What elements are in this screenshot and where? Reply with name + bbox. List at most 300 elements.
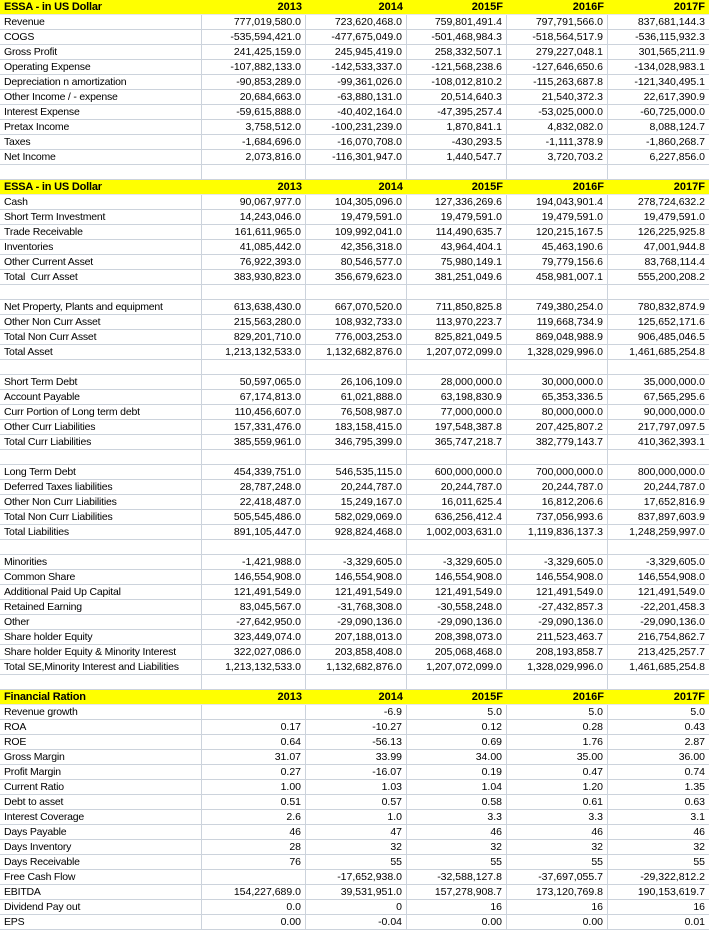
row-label[interactable]: Days Receivable	[0, 855, 202, 870]
value-cell[interactable]	[507, 285, 608, 300]
value-cell[interactable]: -32,588,127.8	[407, 870, 507, 885]
value-cell[interactable]: 776,003,253.0	[306, 330, 407, 345]
row-label[interactable]: Interest Expense	[0, 105, 202, 120]
value-cell[interactable]: -63,880,131.0	[306, 90, 407, 105]
value-cell[interactable]: 35.00	[507, 750, 608, 765]
value-cell[interactable]: -108,012,810.2	[407, 75, 507, 90]
value-cell[interactable]: 213,425,257.7	[608, 645, 709, 660]
value-cell[interactable]: 1,248,259,997.0	[608, 525, 709, 540]
value-cell[interactable]: 346,795,399.0	[306, 435, 407, 450]
value-cell[interactable]: 278,724,632.2	[608, 195, 709, 210]
value-cell[interactable]: 55	[306, 855, 407, 870]
value-cell[interactable]: 279,227,048.1	[507, 45, 608, 60]
row-label[interactable]: Net Income	[0, 150, 202, 165]
value-cell[interactable]: 121,491,549.0	[608, 585, 709, 600]
value-cell[interactable]: 667,070,520.0	[306, 300, 407, 315]
value-cell[interactable]	[407, 540, 507, 555]
value-cell[interactable]: 41,085,442.0	[202, 240, 306, 255]
value-cell[interactable]: -27,432,857.3	[507, 600, 608, 615]
row-label[interactable]: Net Property, Plants and equipment	[0, 300, 202, 315]
value-cell[interactable]: 505,545,486.0	[202, 510, 306, 525]
value-cell[interactable]: 0.27	[202, 765, 306, 780]
value-cell[interactable]: 906,485,046.5	[608, 330, 709, 345]
value-cell[interactable]: 32	[608, 840, 709, 855]
column-header-2016f[interactable]: 2016F	[507, 180, 608, 195]
value-cell[interactable]	[608, 360, 709, 375]
value-cell[interactable]: -3,329,605.0	[507, 555, 608, 570]
section-title[interactable]: ESSA - in US Dollar	[0, 180, 202, 195]
value-cell[interactable]: 1,461,685,254.8	[608, 345, 709, 360]
value-cell[interactable]: 55	[407, 855, 507, 870]
value-cell[interactable]	[306, 360, 407, 375]
value-cell[interactable]: 0.43	[608, 720, 709, 735]
value-cell[interactable]: -53,025,000.0	[507, 105, 608, 120]
value-cell[interactable]: 6,227,856.0	[608, 150, 709, 165]
value-cell[interactable]: 777,019,580.0	[202, 15, 306, 30]
row-label[interactable]: Minorities	[0, 555, 202, 570]
value-cell[interactable]: 55	[507, 855, 608, 870]
value-cell[interactable]: -116,301,947.0	[306, 150, 407, 165]
value-cell[interactable]: 190,153,619.7	[608, 885, 709, 900]
row-label[interactable]: Profit Margin	[0, 765, 202, 780]
row-label[interactable]: Total Non Curr Liabilities	[0, 510, 202, 525]
column-header-2013[interactable]: 2013	[202, 0, 306, 15]
value-cell[interactable]	[608, 540, 709, 555]
row-label[interactable]: Retained Earning	[0, 600, 202, 615]
value-cell[interactable]: 5.0	[407, 705, 507, 720]
row-label[interactable]: Total Asset	[0, 345, 202, 360]
value-cell[interactable]: 16	[407, 900, 507, 915]
value-cell[interactable]	[507, 540, 608, 555]
value-cell[interactable]: 16	[608, 900, 709, 915]
value-cell[interactable]	[407, 360, 507, 375]
value-cell[interactable]: 1,213,132,533.0	[202, 345, 306, 360]
value-cell[interactable]: -29,322,812.2	[608, 870, 709, 885]
row-label[interactable]: Other Curr Liabilities	[0, 420, 202, 435]
row-label[interactable]: Inventories	[0, 240, 202, 255]
value-cell[interactable]: 26,106,109.0	[306, 375, 407, 390]
value-cell[interactable]: -518,564,517.9	[507, 30, 608, 45]
value-cell[interactable]: -29,090,136.0	[507, 615, 608, 630]
value-cell[interactable]: 382,779,143.7	[507, 435, 608, 450]
row-label[interactable]: Current Ratio	[0, 780, 202, 795]
row-label[interactable]: Long Term Debt	[0, 465, 202, 480]
value-cell[interactable]: 0.57	[306, 795, 407, 810]
value-cell[interactable]	[507, 165, 608, 180]
value-cell[interactable]: 46	[507, 825, 608, 840]
value-cell[interactable]: -3,329,605.0	[608, 555, 709, 570]
value-cell[interactable]: -1,860,268.7	[608, 135, 709, 150]
value-cell[interactable]: 55	[608, 855, 709, 870]
value-cell[interactable]: 410,362,393.1	[608, 435, 709, 450]
value-cell[interactable]: 928,824,468.0	[306, 525, 407, 540]
value-cell[interactable]: -501,468,984.3	[407, 30, 507, 45]
value-cell[interactable]: 546,535,115.0	[306, 465, 407, 480]
row-label[interactable]: Deferred Taxes liabilities	[0, 480, 202, 495]
value-cell[interactable]	[202, 360, 306, 375]
row-label[interactable]	[0, 165, 202, 180]
column-header-2014[interactable]: 2014	[306, 690, 407, 705]
row-label[interactable]: Total Non Curr Asset	[0, 330, 202, 345]
value-cell[interactable]: 0.17	[202, 720, 306, 735]
value-cell[interactable]	[407, 165, 507, 180]
value-cell[interactable]: 108,932,733.0	[306, 315, 407, 330]
column-header-2017f[interactable]: 2017F	[608, 0, 709, 15]
row-label[interactable]: EBITDA	[0, 885, 202, 900]
value-cell[interactable]: 0.00	[202, 915, 306, 930]
value-cell[interactable]: 217,797,097.5	[608, 420, 709, 435]
value-cell[interactable]: 20,684,663.0	[202, 90, 306, 105]
value-cell[interactable]: -1,421,988.0	[202, 555, 306, 570]
value-cell[interactable]	[202, 705, 306, 720]
value-cell[interactable]: 780,832,874.9	[608, 300, 709, 315]
row-label[interactable]: Other Current Asset	[0, 255, 202, 270]
value-cell[interactable]: 46	[608, 825, 709, 840]
value-cell[interactable]: 154,227,689.0	[202, 885, 306, 900]
value-cell[interactable]: 28,000,000.0	[407, 375, 507, 390]
value-cell[interactable]: 146,554,908.0	[608, 570, 709, 585]
value-cell[interactable]: 322,027,086.0	[202, 645, 306, 660]
value-cell[interactable]: 194,043,901.4	[507, 195, 608, 210]
value-cell[interactable]: 383,930,823.0	[202, 270, 306, 285]
value-cell[interactable]: 1.0	[306, 810, 407, 825]
value-cell[interactable]: 4,832,082.0	[507, 120, 608, 135]
value-cell[interactable]: 20,244,787.0	[507, 480, 608, 495]
value-cell[interactable]: 126,225,925.8	[608, 225, 709, 240]
value-cell[interactable]: 245,945,419.0	[306, 45, 407, 60]
value-cell[interactable]: 1,132,682,876.0	[306, 660, 407, 675]
value-cell[interactable]: 32	[507, 840, 608, 855]
value-cell[interactable]: 205,068,468.0	[407, 645, 507, 660]
value-cell[interactable]: 35,000,000.0	[608, 375, 709, 390]
value-cell[interactable]: 600,000,000.0	[407, 465, 507, 480]
row-label[interactable]: Interest Coverage	[0, 810, 202, 825]
row-label[interactable]: Taxes	[0, 135, 202, 150]
value-cell[interactable]: 258,332,507.1	[407, 45, 507, 60]
value-cell[interactable]: 0.74	[608, 765, 709, 780]
value-cell[interactable]: 121,491,549.0	[202, 585, 306, 600]
value-cell[interactable]: 67,174,813.0	[202, 390, 306, 405]
value-cell[interactable]: -430,293.5	[407, 135, 507, 150]
value-cell[interactable]	[202, 285, 306, 300]
value-cell[interactable]: 114,490,635.7	[407, 225, 507, 240]
value-cell[interactable]: 454,339,751.0	[202, 465, 306, 480]
value-cell[interactable]: 582,029,069.0	[306, 510, 407, 525]
value-cell[interactable]: -121,568,238.6	[407, 60, 507, 75]
row-label[interactable]: Gross Margin	[0, 750, 202, 765]
row-label[interactable]: Depreciation n amortization	[0, 75, 202, 90]
row-label[interactable]: Total Curr Liabilities	[0, 435, 202, 450]
value-cell[interactable]: -60,725,000.0	[608, 105, 709, 120]
value-cell[interactable]: 0.63	[608, 795, 709, 810]
value-cell[interactable]: 0.51	[202, 795, 306, 810]
value-cell[interactable]: 45,463,190.6	[507, 240, 608, 255]
value-cell[interactable]: 5.0	[507, 705, 608, 720]
row-label[interactable]: Operating Expense	[0, 60, 202, 75]
value-cell[interactable]: 5.0	[608, 705, 709, 720]
value-cell[interactable]: -115,263,687.8	[507, 75, 608, 90]
value-cell[interactable]: 837,897,603.9	[608, 510, 709, 525]
value-cell[interactable]: 241,425,159.0	[202, 45, 306, 60]
value-cell[interactable]: 109,992,041.0	[306, 225, 407, 240]
row-label[interactable]	[0, 450, 202, 465]
value-cell[interactable]: -47,395,257.4	[407, 105, 507, 120]
value-cell[interactable]: -29,090,136.0	[608, 615, 709, 630]
value-cell[interactable]: 76,508,987.0	[306, 405, 407, 420]
value-cell[interactable]: -1,111,378.9	[507, 135, 608, 150]
row-label[interactable]: Trade Receivable	[0, 225, 202, 240]
row-label[interactable]: Pretax Income	[0, 120, 202, 135]
value-cell[interactable]: -3,329,605.0	[407, 555, 507, 570]
value-cell[interactable]: 183,158,415.0	[306, 420, 407, 435]
column-header-2014[interactable]: 2014	[306, 180, 407, 195]
value-cell[interactable]: 65,353,336.5	[507, 390, 608, 405]
row-label[interactable]: Additional Paid Up Capital	[0, 585, 202, 600]
value-cell[interactable]: 365,747,218.7	[407, 435, 507, 450]
value-cell[interactable]: 737,056,993.6	[507, 510, 608, 525]
row-label[interactable]: Total SE,Minority Interest and Liabilities	[0, 660, 202, 675]
value-cell[interactable]: 1.76	[507, 735, 608, 750]
value-cell[interactable]: 0.47	[507, 765, 608, 780]
value-cell[interactable]: 121,491,549.0	[306, 585, 407, 600]
value-cell[interactable]: 2.6	[202, 810, 306, 825]
value-cell[interactable]: -477,675,049.0	[306, 30, 407, 45]
value-cell[interactable]: 83,045,567.0	[202, 600, 306, 615]
value-cell[interactable]: 0	[306, 900, 407, 915]
value-cell[interactable]: 50,597,065.0	[202, 375, 306, 390]
value-cell[interactable]: 46	[202, 825, 306, 840]
value-cell[interactable]: 20,244,787.0	[407, 480, 507, 495]
value-cell[interactable]: 61,021,888.0	[306, 390, 407, 405]
value-cell[interactable]: -6.9	[306, 705, 407, 720]
value-cell[interactable]: 197,548,387.8	[407, 420, 507, 435]
value-cell[interactable]: 119,668,734.9	[507, 315, 608, 330]
column-header-2015f[interactable]: 2015F	[407, 0, 507, 15]
value-cell[interactable]: 157,278,908.7	[407, 885, 507, 900]
value-cell[interactable]: 146,554,908.0	[202, 570, 306, 585]
value-cell[interactable]: 0.00	[407, 915, 507, 930]
value-cell[interactable]: 216,754,862.7	[608, 630, 709, 645]
value-cell[interactable]: 1.03	[306, 780, 407, 795]
value-cell[interactable]: 121,491,549.0	[407, 585, 507, 600]
value-cell[interactable]: 215,563,280.0	[202, 315, 306, 330]
value-cell[interactable]: -27,642,950.0	[202, 615, 306, 630]
value-cell[interactable]: -40,402,164.0	[306, 105, 407, 120]
value-cell[interactable]: 555,200,208.2	[608, 270, 709, 285]
value-cell[interactable]: 723,620,468.0	[306, 15, 407, 30]
value-cell[interactable]: 16,812,206.6	[507, 495, 608, 510]
value-cell[interactable]: 146,554,908.0	[507, 570, 608, 585]
value-cell[interactable]	[608, 675, 709, 690]
value-cell[interactable]: 22,418,487.0	[202, 495, 306, 510]
value-cell[interactable]	[306, 165, 407, 180]
value-cell[interactable]	[202, 165, 306, 180]
value-cell[interactable]: 869,048,988.9	[507, 330, 608, 345]
value-cell[interactable]: 800,000,000.0	[608, 465, 709, 480]
value-cell[interactable]: 1,207,072,099.0	[407, 345, 507, 360]
value-cell[interactable]: -121,340,495.1	[608, 75, 709, 90]
value-cell[interactable]: 1,328,029,996.0	[507, 345, 608, 360]
value-cell[interactable]: -3,329,605.0	[306, 555, 407, 570]
value-cell[interactable]: 208,193,858.7	[507, 645, 608, 660]
value-cell[interactable]: -99,361,026.0	[306, 75, 407, 90]
value-cell[interactable]: 1.35	[608, 780, 709, 795]
value-cell[interactable]: 1,870,841.1	[407, 120, 507, 135]
value-cell[interactable]: 120,215,167.5	[507, 225, 608, 240]
value-cell[interactable]: 79,779,156.6	[507, 255, 608, 270]
value-cell[interactable]: 700,000,000.0	[507, 465, 608, 480]
value-cell[interactable]: -56.13	[306, 735, 407, 750]
value-cell[interactable]: 77,000,000.0	[407, 405, 507, 420]
value-cell[interactable]	[202, 870, 306, 885]
value-cell[interactable]: -16.07	[306, 765, 407, 780]
value-cell[interactable]: 1.04	[407, 780, 507, 795]
row-label[interactable]	[0, 285, 202, 300]
column-header-2017f[interactable]: 2017F	[608, 180, 709, 195]
value-cell[interactable]: 21,540,372.3	[507, 90, 608, 105]
row-label[interactable]: EPS	[0, 915, 202, 930]
value-cell[interactable]: 1,461,685,254.8	[608, 660, 709, 675]
value-cell[interactable]: 39,531,951.0	[306, 885, 407, 900]
value-cell[interactable]: 211,523,463.7	[507, 630, 608, 645]
value-cell[interactable]	[507, 360, 608, 375]
value-cell[interactable]: 356,679,623.0	[306, 270, 407, 285]
value-cell[interactable]: 19,479,591.0	[306, 210, 407, 225]
value-cell[interactable]: 20,244,787.0	[608, 480, 709, 495]
value-cell[interactable]: 16,011,625.4	[407, 495, 507, 510]
value-cell[interactable]: 113,970,223.7	[407, 315, 507, 330]
value-cell[interactable]: 90,067,977.0	[202, 195, 306, 210]
value-cell[interactable]: 0.61	[507, 795, 608, 810]
row-label[interactable]: Debt to asset	[0, 795, 202, 810]
value-cell[interactable]: 636,256,412.4	[407, 510, 507, 525]
value-cell[interactable]: 825,821,049.5	[407, 330, 507, 345]
value-cell[interactable]: -30,558,248.0	[407, 600, 507, 615]
value-cell[interactable]: 32	[407, 840, 507, 855]
value-cell[interactable]: 1,328,029,996.0	[507, 660, 608, 675]
section-title[interactable]: ESSA - in US Dollar	[0, 0, 202, 15]
value-cell[interactable]: 3.1	[608, 810, 709, 825]
row-label[interactable]: Revenue growth	[0, 705, 202, 720]
value-cell[interactable]: -29,090,136.0	[407, 615, 507, 630]
value-cell[interactable]: 63,198,830.9	[407, 390, 507, 405]
value-cell[interactable]: 17,652,816.9	[608, 495, 709, 510]
value-cell[interactable]: 3.3	[407, 810, 507, 825]
value-cell[interactable]: 14,243,046.0	[202, 210, 306, 225]
value-cell[interactable]: 0.01	[608, 915, 709, 930]
value-cell[interactable]: 3.3	[507, 810, 608, 825]
row-label[interactable]: Total Curr Asset	[0, 270, 202, 285]
value-cell[interactable]: 2.87	[608, 735, 709, 750]
value-cell[interactable]: 759,801,491.4	[407, 15, 507, 30]
row-label[interactable]: ROA	[0, 720, 202, 735]
value-cell[interactable]	[202, 675, 306, 690]
value-cell[interactable]: 104,305,096.0	[306, 195, 407, 210]
value-cell[interactable]: 157,331,476.0	[202, 420, 306, 435]
column-header-2017f[interactable]: 2017F	[608, 690, 709, 705]
value-cell[interactable]: -10.27	[306, 720, 407, 735]
value-cell[interactable]: -535,594,421.0	[202, 30, 306, 45]
value-cell[interactable]: 22,617,390.9	[608, 90, 709, 105]
value-cell[interactable]	[608, 285, 709, 300]
value-cell[interactable]: -29,090,136.0	[306, 615, 407, 630]
value-cell[interactable]: 0.58	[407, 795, 507, 810]
value-cell[interactable]: 301,565,211.9	[608, 45, 709, 60]
value-cell[interactable]: 1,119,836,137.3	[507, 525, 608, 540]
value-cell[interactable]: 28	[202, 840, 306, 855]
value-cell[interactable]: -17,652,938.0	[306, 870, 407, 885]
value-cell[interactable]: 0.0	[202, 900, 306, 915]
value-cell[interactable]: 42,356,318.0	[306, 240, 407, 255]
value-cell[interactable]: -31,768,308.0	[306, 600, 407, 615]
value-cell[interactable]: 0.28	[507, 720, 608, 735]
value-cell[interactable]: 33.99	[306, 750, 407, 765]
value-cell[interactable]: 146,554,908.0	[306, 570, 407, 585]
value-cell[interactable]: 121,491,549.0	[507, 585, 608, 600]
value-cell[interactable]: 20,514,640.3	[407, 90, 507, 105]
value-cell[interactable]: 16	[507, 900, 608, 915]
value-cell[interactable]: 36.00	[608, 750, 709, 765]
value-cell[interactable]	[202, 450, 306, 465]
value-cell[interactable]: 613,638,430.0	[202, 300, 306, 315]
row-label[interactable]	[0, 675, 202, 690]
value-cell[interactable]: -22,201,458.3	[608, 600, 709, 615]
value-cell[interactable]: -142,533,337.0	[306, 60, 407, 75]
value-cell[interactable]	[306, 450, 407, 465]
value-cell[interactable]: 19,479,591.0	[407, 210, 507, 225]
value-cell[interactable]: 20,244,787.0	[306, 480, 407, 495]
value-cell[interactable]	[608, 165, 709, 180]
row-label[interactable]: Total Liabilities	[0, 525, 202, 540]
value-cell[interactable]: -127,646,650.6	[507, 60, 608, 75]
value-cell[interactable]: 8,088,124.7	[608, 120, 709, 135]
value-cell[interactable]	[608, 450, 709, 465]
value-cell[interactable]: 47,001,944.8	[608, 240, 709, 255]
value-cell[interactable]: 30,000,000.0	[507, 375, 608, 390]
value-cell[interactable]: 1,440,547.7	[407, 150, 507, 165]
row-label[interactable]: Other Non Curr Asset	[0, 315, 202, 330]
value-cell[interactable]: 43,964,404.1	[407, 240, 507, 255]
row-label[interactable]: Share holder Equity & Minority Interest	[0, 645, 202, 660]
row-label[interactable]: Free Cash Flow	[0, 870, 202, 885]
value-cell[interactable]: 76	[202, 855, 306, 870]
value-cell[interactable]	[306, 285, 407, 300]
value-cell[interactable]: 385,559,961.0	[202, 435, 306, 450]
value-cell[interactable]: 75,980,149.1	[407, 255, 507, 270]
value-cell[interactable]: 46	[407, 825, 507, 840]
value-cell[interactable]: 125,652,171.6	[608, 315, 709, 330]
row-label[interactable]: Other Non Curr Liabilities	[0, 495, 202, 510]
column-header-2016f[interactable]: 2016F	[507, 0, 608, 15]
value-cell[interactable]: 76,922,393.0	[202, 255, 306, 270]
value-cell[interactable]: -107,882,133.0	[202, 60, 306, 75]
value-cell[interactable]: -0.04	[306, 915, 407, 930]
row-label[interactable]: Dividend Pay out	[0, 900, 202, 915]
row-label[interactable]: Gross Profit	[0, 45, 202, 60]
value-cell[interactable]: 749,380,254.0	[507, 300, 608, 315]
value-cell[interactable]	[306, 540, 407, 555]
value-cell[interactable]: -100,231,239.0	[306, 120, 407, 135]
row-label[interactable]	[0, 360, 202, 375]
value-cell[interactable]	[407, 450, 507, 465]
value-cell[interactable]: 837,681,144.3	[608, 15, 709, 30]
value-cell[interactable]: 0.00	[507, 915, 608, 930]
value-cell[interactable]	[202, 540, 306, 555]
value-cell[interactable]: 83,768,114.4	[608, 255, 709, 270]
row-label[interactable]: Account Payable	[0, 390, 202, 405]
column-header-2013[interactable]: 2013	[202, 180, 306, 195]
section-title[interactable]: Financial Ration	[0, 690, 202, 705]
